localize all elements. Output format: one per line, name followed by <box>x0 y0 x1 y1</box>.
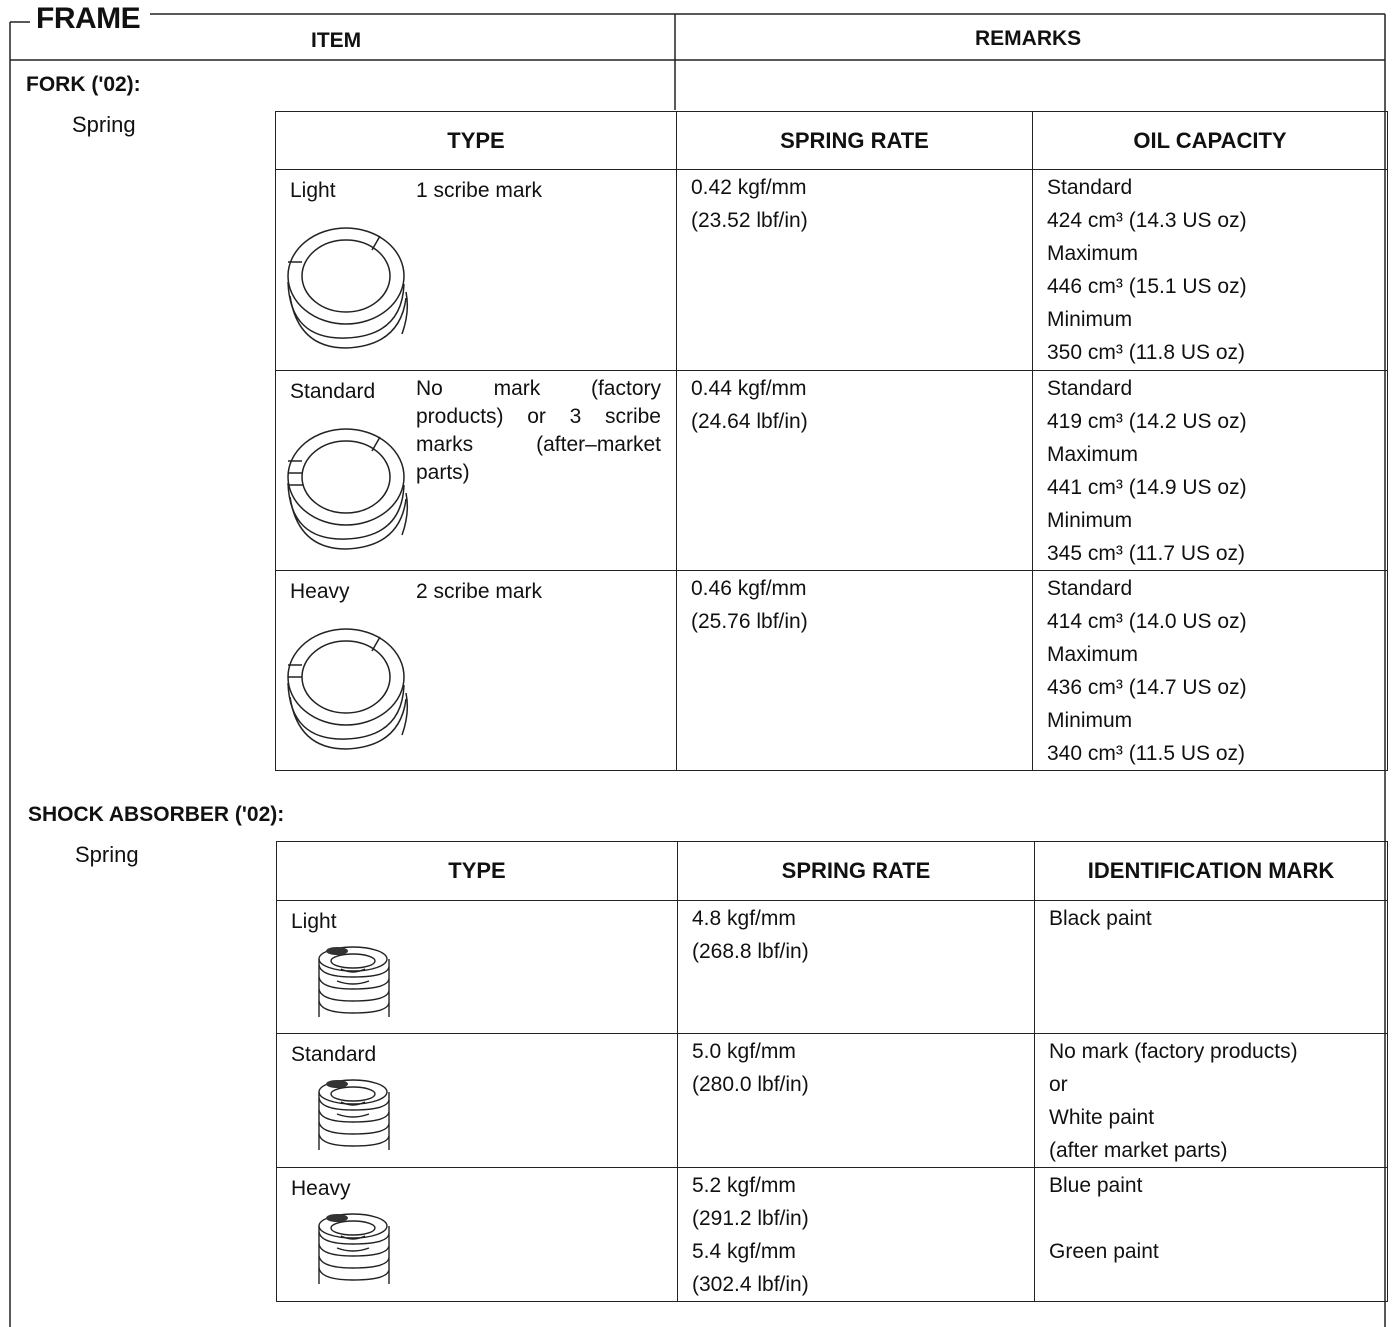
item-column-header: ITEM <box>311 29 362 52</box>
table-row <box>277 1034 1388 1168</box>
identification-mark: or <box>1049 1073 1068 1096</box>
fork-type-cell <box>276 371 677 571</box>
shock-spring-heavy-icon <box>315 1212 393 1286</box>
oil-label: Minimum <box>1047 308 1133 331</box>
table-row <box>276 170 1388 371</box>
shock-rate-lbf: (302.4 lbf/in) <box>692 1273 809 1296</box>
fork-oil-header: OIL CAPACITY <box>1033 112 1388 170</box>
shock-section-title: SHOCK ABSORBER ('02): <box>28 803 285 826</box>
table-row <box>276 571 1388 771</box>
fork-rate-cell <box>677 170 1033 371</box>
identification-mark: White paint <box>1049 1106 1155 1129</box>
fork-rate-header: SPRING RATE <box>677 112 1033 170</box>
fork-type-name: Standard <box>290 380 376 403</box>
fork-spring-standard-icon <box>284 423 410 551</box>
identification-mark: (after market parts) <box>1049 1139 1228 1162</box>
fork-type-name: Light <box>290 179 336 202</box>
table-row <box>277 901 1388 1034</box>
fork-rate-kgf: 0.44 kgf/mm <box>691 377 807 400</box>
shock-mark-cell <box>1035 901 1388 1034</box>
shock-type-name: Standard <box>291 1043 377 1066</box>
oil-value: 441 cm³ (14.9 US oz) <box>1047 476 1247 499</box>
oil-label: Standard <box>1047 176 1133 199</box>
identification-mark: Blue paint <box>1049 1174 1143 1197</box>
shock-mark-cell <box>1035 1034 1388 1168</box>
fork-rate-kgf: 0.46 kgf/mm <box>691 577 807 600</box>
fork-section-title: FORK ('02): <box>26 73 141 96</box>
oil-label: Standard <box>1047 577 1133 600</box>
oil-value: 424 cm³ (14.3 US oz) <box>1047 209 1247 232</box>
shock-spring-light-icon <box>315 945 393 1019</box>
fork-type-cell <box>276 571 677 771</box>
shock-rate-lbf: (291.2 lbf/in) <box>692 1207 809 1230</box>
fork-type-name: Heavy <box>290 580 350 603</box>
frame-title: FRAME <box>32 2 144 36</box>
fork-oil-cell <box>1033 371 1388 571</box>
table-row <box>276 371 1388 571</box>
fork-spring-heavy-icon <box>284 623 410 751</box>
shock-rate-header: SPRING RATE <box>678 842 1035 901</box>
fork-type-mark: No mark (factory products) or 3 scribe marks (after–market parts) <box>416 377 661 484</box>
fork-spring-table <box>275 111 1388 771</box>
shock-rate-cell <box>678 901 1035 1034</box>
shock-type-name: Light <box>291 910 337 933</box>
oil-label: Maximum <box>1047 242 1139 265</box>
oil-label: Maximum <box>1047 443 1139 466</box>
fork-rate-lbf: (24.64 lbf/in) <box>691 410 808 433</box>
shock-rate-kgf: 5.2 kgf/mm <box>692 1174 796 1197</box>
table-row <box>277 1168 1388 1302</box>
fork-rate-lbf: (25.76 lbf/in) <box>691 610 808 633</box>
fork-type-header: TYPE <box>276 112 677 170</box>
oil-value: 419 cm³ (14.2 US oz) <box>1047 410 1247 433</box>
fork-rate-lbf: (23.52 lbf/in) <box>691 209 808 232</box>
identification-mark-spacer <box>1049 1202 1373 1235</box>
oil-value: 340 cm³ (11.5 US oz) <box>1047 742 1246 765</box>
identification-mark: Green paint <box>1049 1240 1159 1263</box>
fork-type-mark: 1 scribe mark <box>416 179 543 202</box>
oil-label: Maximum <box>1047 643 1139 666</box>
remarks-column-header: REMARKS <box>975 27 1082 50</box>
oil-value: 414 cm³ (14.0 US oz) <box>1047 610 1247 633</box>
fork-oil-cell <box>1033 571 1388 771</box>
fork-spring-light-icon <box>284 222 410 350</box>
identification-mark: No mark (factory products) <box>1049 1040 1298 1063</box>
fork-oil-cell <box>1033 170 1388 371</box>
fork-type-mark: 2 scribe mark <box>416 580 543 603</box>
shock-spring-label: Spring <box>75 842 139 867</box>
fork-rate-cell <box>677 371 1033 571</box>
oil-label: Minimum <box>1047 509 1133 532</box>
shock-rate-cell <box>678 1168 1035 1302</box>
oil-value: 345 cm³ (11.7 US oz) <box>1047 542 1246 565</box>
fork-type-cell <box>276 170 677 371</box>
shock-rate-kgf: 5.0 kgf/mm <box>692 1040 796 1063</box>
shock-mark-cell <box>1035 1168 1388 1302</box>
oil-label: Minimum <box>1047 709 1133 732</box>
fork-spring-label: Spring <box>72 112 136 137</box>
shock-type-cell <box>277 1168 678 1302</box>
oil-value: 446 cm³ (15.1 US oz) <box>1047 275 1247 298</box>
shock-spring-table <box>276 841 1388 1302</box>
shock-type-cell <box>277 1034 678 1168</box>
oil-value: 350 cm³ (11.8 US oz) <box>1047 341 1246 364</box>
shock-rate-lbf: (280.0 lbf/in) <box>692 1073 809 1096</box>
shock-mark-header: IDENTIFICATION MARK <box>1035 842 1388 901</box>
shock-rate-kgf: 4.8 kgf/mm <box>692 907 796 930</box>
oil-label: Standard <box>1047 377 1133 400</box>
shock-type-header: TYPE <box>277 842 678 901</box>
shock-type-name: Heavy <box>291 1177 351 1200</box>
shock-type-cell <box>277 901 678 1034</box>
shock-rate-cell <box>678 1034 1035 1168</box>
shock-rate-kgf: 5.4 kgf/mm <box>692 1240 796 1263</box>
identification-mark: Black paint <box>1049 907 1152 930</box>
oil-value: 436 cm³ (14.7 US oz) <box>1047 676 1247 699</box>
fork-rate-kgf: 0.42 kgf/mm <box>691 176 807 199</box>
shock-rate-lbf: (268.8 lbf/in) <box>692 940 809 963</box>
fork-rate-cell <box>677 571 1033 771</box>
shock-spring-standard-icon <box>315 1078 393 1152</box>
